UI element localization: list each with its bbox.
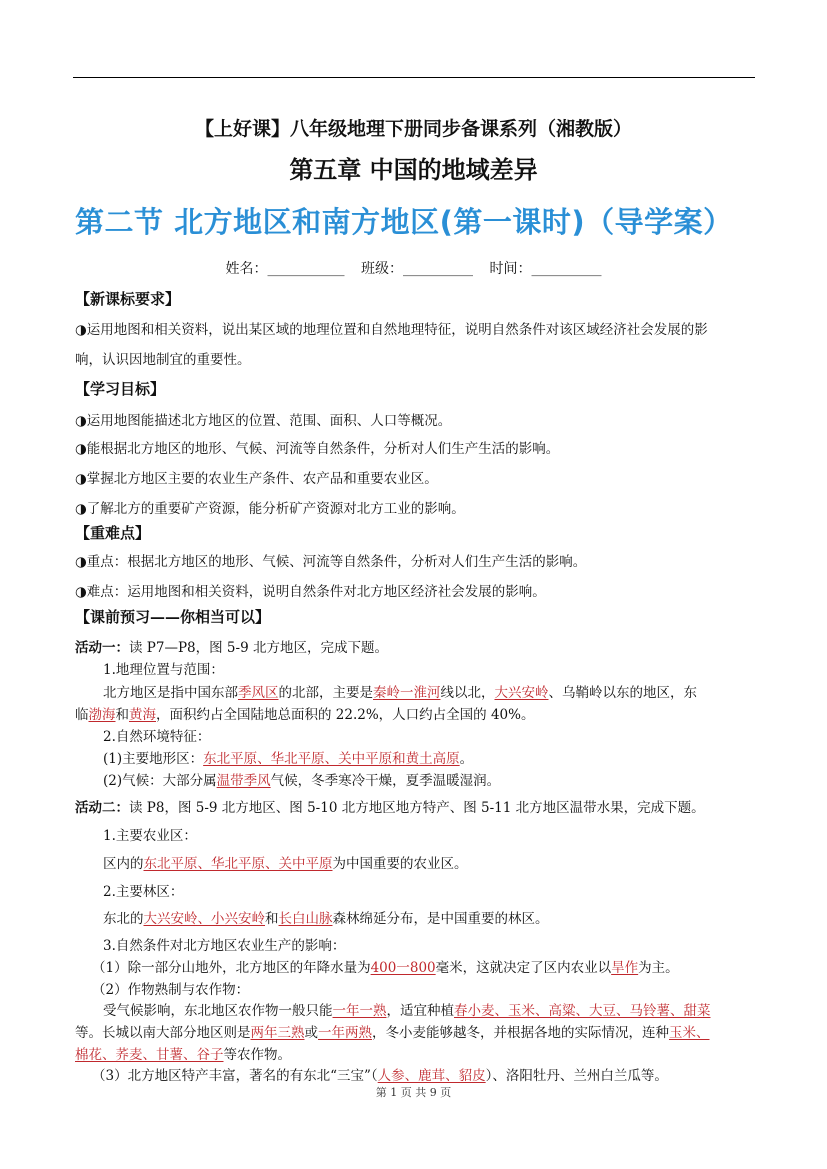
text-span: 毫米，这就决定了区内农业以 <box>435 960 612 976</box>
curriculum-line-2: 响，认识因地制宜的重要性。 <box>75 352 251 368</box>
activity-1-q1-line-2 <box>75 703 534 723</box>
answer-blank: 黄海 <box>129 707 156 723</box>
text-span: 或 <box>304 1025 318 1041</box>
text-span: ，冬小麦能够越冬，并根据各地的实际情况，连种 <box>372 1025 669 1041</box>
name-field[interactable] <box>226 261 345 277</box>
header-rule <box>73 77 755 78</box>
text-span: (2)气候：大部分属 <box>103 773 217 789</box>
answer-blank: 季风区 <box>238 685 279 701</box>
answer-blank: 旱作 <box>611 960 639 976</box>
activity-1-q2-2 <box>103 769 500 789</box>
text-span: ）、洛阳牡丹、兰州白兰瓜等。 <box>485 1068 668 1084</box>
activity-1-q2-1 <box>103 747 473 767</box>
text-span: 受气候影响，东北地区农作物一般只能 <box>103 1003 333 1019</box>
answer-blank: 温带季风 <box>216 773 271 789</box>
objective-item-4: ◑了解北方的重要矿产资源，能分析矿产资源对北方工业的影响。 <box>75 501 465 517</box>
activity-2-q3-title: 3.自然条件对北方地区农业生产的影响： <box>103 938 346 954</box>
text-span: 和 <box>115 707 129 723</box>
activity-2-q3-2-title: （2）作物熟制与农作物： <box>92 982 250 998</box>
answer-blank: 秦岭一淮河 <box>373 685 441 701</box>
answer-blank: 东北平原、华北平原、关中平原和黄土高原 <box>203 751 460 767</box>
text-span: 临 <box>75 707 89 723</box>
chapter-title: 第五章 中国的地域差异 <box>289 156 538 184</box>
text-span: ，面积约占全国陆地总面积的 22.2%，人口约占全国的 40%。 <box>156 707 535 723</box>
text-span: 为中国重要的农业区。 <box>332 856 468 872</box>
section-title: 第二节 北方地区和南方地区(第一课时)（导学案） <box>75 205 733 239</box>
student-info-fields <box>0 258 827 278</box>
activity-2-q3-3 <box>92 1064 668 1084</box>
activity-1-q1-title: 1.地理位置与范围： <box>103 662 224 678</box>
preview-heading: 【课前预习——你相当可以】 <box>75 608 271 626</box>
name-blank: ___________ <box>267 261 345 277</box>
objective-item-2: ◑能根据北方地区的地形、气候、河流等自然条件，分析对人们生产生活的影响。 <box>75 441 560 457</box>
time-blank: __________ <box>531 261 602 277</box>
activity-1-intro <box>75 636 388 656</box>
key-point-focus: ◑重点：根据北方地区的地形、气候、河流等自然条件，分析对人们生产生活的影响。 <box>75 554 587 570</box>
text-span: （1）除一部分山地外，北方地区的年降水量为 <box>92 960 371 976</box>
objective-item-1: ◑运用地图能描述北方地区的位置、范围、面积、人口等概况。 <box>75 413 452 429</box>
name-label: 姓名： <box>225 261 268 277</box>
answer-blank: 400一800 <box>370 960 436 976</box>
activity-2-label: 活动二： <box>75 800 129 816</box>
text-span: 线以北， <box>440 685 495 701</box>
text-span: 森林绵延分布，是中国重要的林区。 <box>332 911 549 927</box>
answer-blank: 东北平原、华北平原、关中平原 <box>143 856 333 872</box>
time-field[interactable] <box>489 261 601 277</box>
activity-2-q2-line <box>103 907 549 927</box>
curriculum-line-1: ◑运用地图和相关资料，说出某区域的地理位置和自然地理特征，说明自然条件对该区域经济社会发展的影 <box>75 322 708 338</box>
text-span: 和 <box>265 911 279 927</box>
activity-2-q1-line <box>103 852 468 872</box>
series-title: 【上好课】八年级地理下册同步备课系列（湘教版） <box>194 118 632 140</box>
answer-blank: 人参、鹿茸、貂皮 <box>377 1068 486 1084</box>
text-span: （3）北方地区特产丰富，著名的有东北“三宝”（ <box>92 1068 378 1084</box>
text-span: ，适宜种植 <box>386 1003 454 1019</box>
activity-2-q3-2-line-1 <box>103 999 711 1019</box>
time-label: 时间： <box>489 261 532 277</box>
text-span: 北方地区是指中国东部 <box>103 685 238 701</box>
text-span: 等农作物。 <box>223 1047 291 1063</box>
answer-blank: 长白山脉 <box>278 911 333 927</box>
activity-2-q3-1 <box>92 956 679 976</box>
answer-blank: 一年两熟 <box>318 1025 372 1041</box>
objective-item-3: ◑掌握北方地区主要的农业生产条件、农产品和重要农业区。 <box>75 471 438 487</box>
text-span: 等。长城以南大部分地区则是 <box>75 1025 251 1041</box>
answer-blank: 两年三熟 <box>250 1025 305 1041</box>
activity-1-text: 读 P7—P8，图 5-9 北方地区，完成下题。 <box>129 640 388 656</box>
text-span: 、乌鞘岭以东的地区，东 <box>548 685 697 701</box>
activity-2-q1-title: 1.主要农业区： <box>103 828 197 844</box>
key-points-heading: 【重难点】 <box>75 524 151 542</box>
curriculum-heading: 【新课标要求】 <box>75 290 181 308</box>
activity-1-q1-line-1 <box>103 681 697 701</box>
activity-1-q2-title: 2.自然环境特征： <box>103 729 211 745</box>
text-span: 区内的 <box>103 856 144 872</box>
activity-2-q3-2-line-3 <box>75 1043 291 1063</box>
answer-blank: 大兴安岭、小兴安岭 <box>143 911 265 927</box>
class-label: 班级： <box>361 261 403 277</box>
key-point-difficulty: ◑难点：运用地图和相关资料，说明自然条件对北方地区经济社会发展的影响。 <box>75 584 546 600</box>
answer-blank: 一年一熟 <box>332 1003 387 1019</box>
answer-blank: 玉米、 <box>669 1025 710 1041</box>
activity-2-text: 读 P8，图 5-9 北方地区、图 5-10 北方地区地方特产、图 5-11 北方地区温带水果，完成下题。 <box>129 800 705 816</box>
activity-2-q2-title: 2.主要林区： <box>103 884 184 900</box>
text-span: 为主。 <box>638 960 679 976</box>
page-footer: 第 1 页 共 9 页 <box>375 1086 452 1099</box>
answer-blank: 大兴安岭 <box>494 685 549 701</box>
text-span: 气候，冬季寒冷干燥，夏季温暖湿润。 <box>270 773 501 789</box>
answer-blank: 春小麦、玉米、高粱、大豆、马铃薯、甜菜 <box>454 1003 711 1019</box>
text-span: 东北的 <box>103 911 144 927</box>
answer-blank: 渤海 <box>88 707 116 723</box>
activity-2-intro <box>75 796 705 816</box>
text-span: (1)主要地形区： <box>103 751 204 767</box>
text-span: 。 <box>459 751 474 767</box>
objectives-heading: 【学习目标】 <box>75 380 166 398</box>
class-blank: __________ <box>403 261 473 277</box>
activity-2-q3-2-line-2 <box>75 1021 710 1041</box>
class-field[interactable] <box>361 261 473 277</box>
text-span: 的北部，主要是 <box>278 685 373 701</box>
answer-blank: 棉花、荞麦、甘薯、谷子 <box>75 1047 224 1063</box>
activity-1-label: 活动一： <box>75 640 129 656</box>
